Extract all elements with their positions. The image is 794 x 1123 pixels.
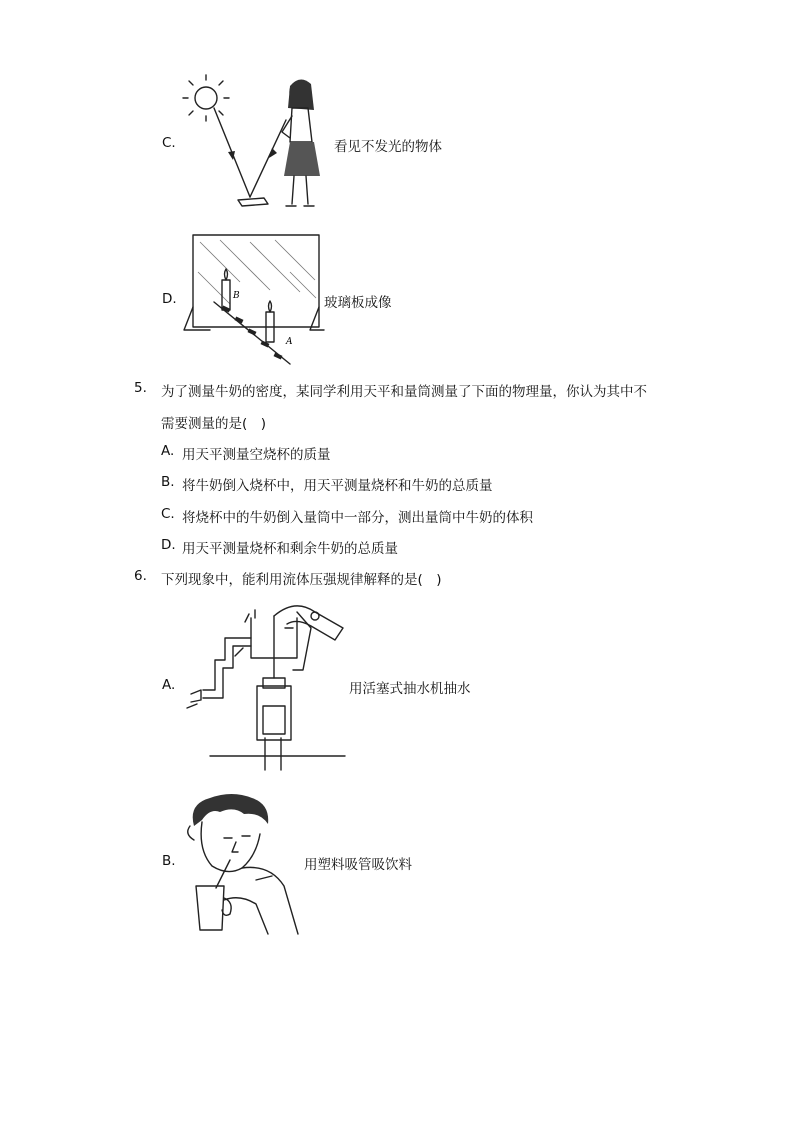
q5-stem-line1: 为了测量牛奶的密度，某同学利用天平和量筒测量了下面的物理量，你认为其中不 bbox=[161, 384, 647, 400]
option-d-caption: 玻璃板成像 bbox=[324, 295, 392, 311]
label-b: B bbox=[233, 291, 240, 301]
glass-plate-imaging-illustration bbox=[180, 232, 325, 367]
q5-option-a-text: 用天平测量空烧杯的质量 bbox=[182, 447, 331, 463]
q6-number: 6. bbox=[134, 568, 147, 584]
q5-option-b-letter: B. bbox=[161, 474, 175, 490]
option-c-letter: C. bbox=[162, 135, 176, 151]
q5-option-d-text: 用天平测量烧杯和剩余牛奶的总质量 bbox=[182, 541, 398, 557]
q5-option-b-text: 将牛奶倒入烧杯中，用天平测量烧杯和牛奶的总质量 bbox=[182, 478, 493, 494]
piston-pump-illustration bbox=[185, 598, 350, 770]
q6-option-a-caption: 用活塞式抽水机抽水 bbox=[349, 681, 471, 697]
q5-option-a-letter: A. bbox=[161, 443, 175, 459]
q6-option-b-letter: B. bbox=[162, 853, 176, 869]
q6-option-a-letter: A. bbox=[162, 677, 176, 693]
label-a: A bbox=[286, 337, 293, 347]
drinking-straw-illustration bbox=[180, 790, 305, 940]
q5-option-d-letter: D. bbox=[161, 537, 176, 553]
q6-option-b-caption: 用塑料吸管吸饮料 bbox=[304, 857, 412, 873]
q5-stem-line2: 需要测量的是( ) bbox=[161, 416, 267, 432]
option-c-caption: 看见不发光的物体 bbox=[334, 139, 442, 155]
q5-option-c-letter: C. bbox=[161, 506, 175, 522]
q6-stem: 下列现象中，能利用流体压强规律解释的是( ) bbox=[161, 572, 442, 588]
q5-option-c-text: 将烧杯中的牛奶倒入量筒中一部分，测出量筒中牛奶的体积 bbox=[182, 510, 533, 526]
sun-reflection-illustration bbox=[180, 72, 340, 217]
q5-number: 5. bbox=[134, 380, 147, 396]
option-d-letter: D. bbox=[162, 291, 177, 307]
